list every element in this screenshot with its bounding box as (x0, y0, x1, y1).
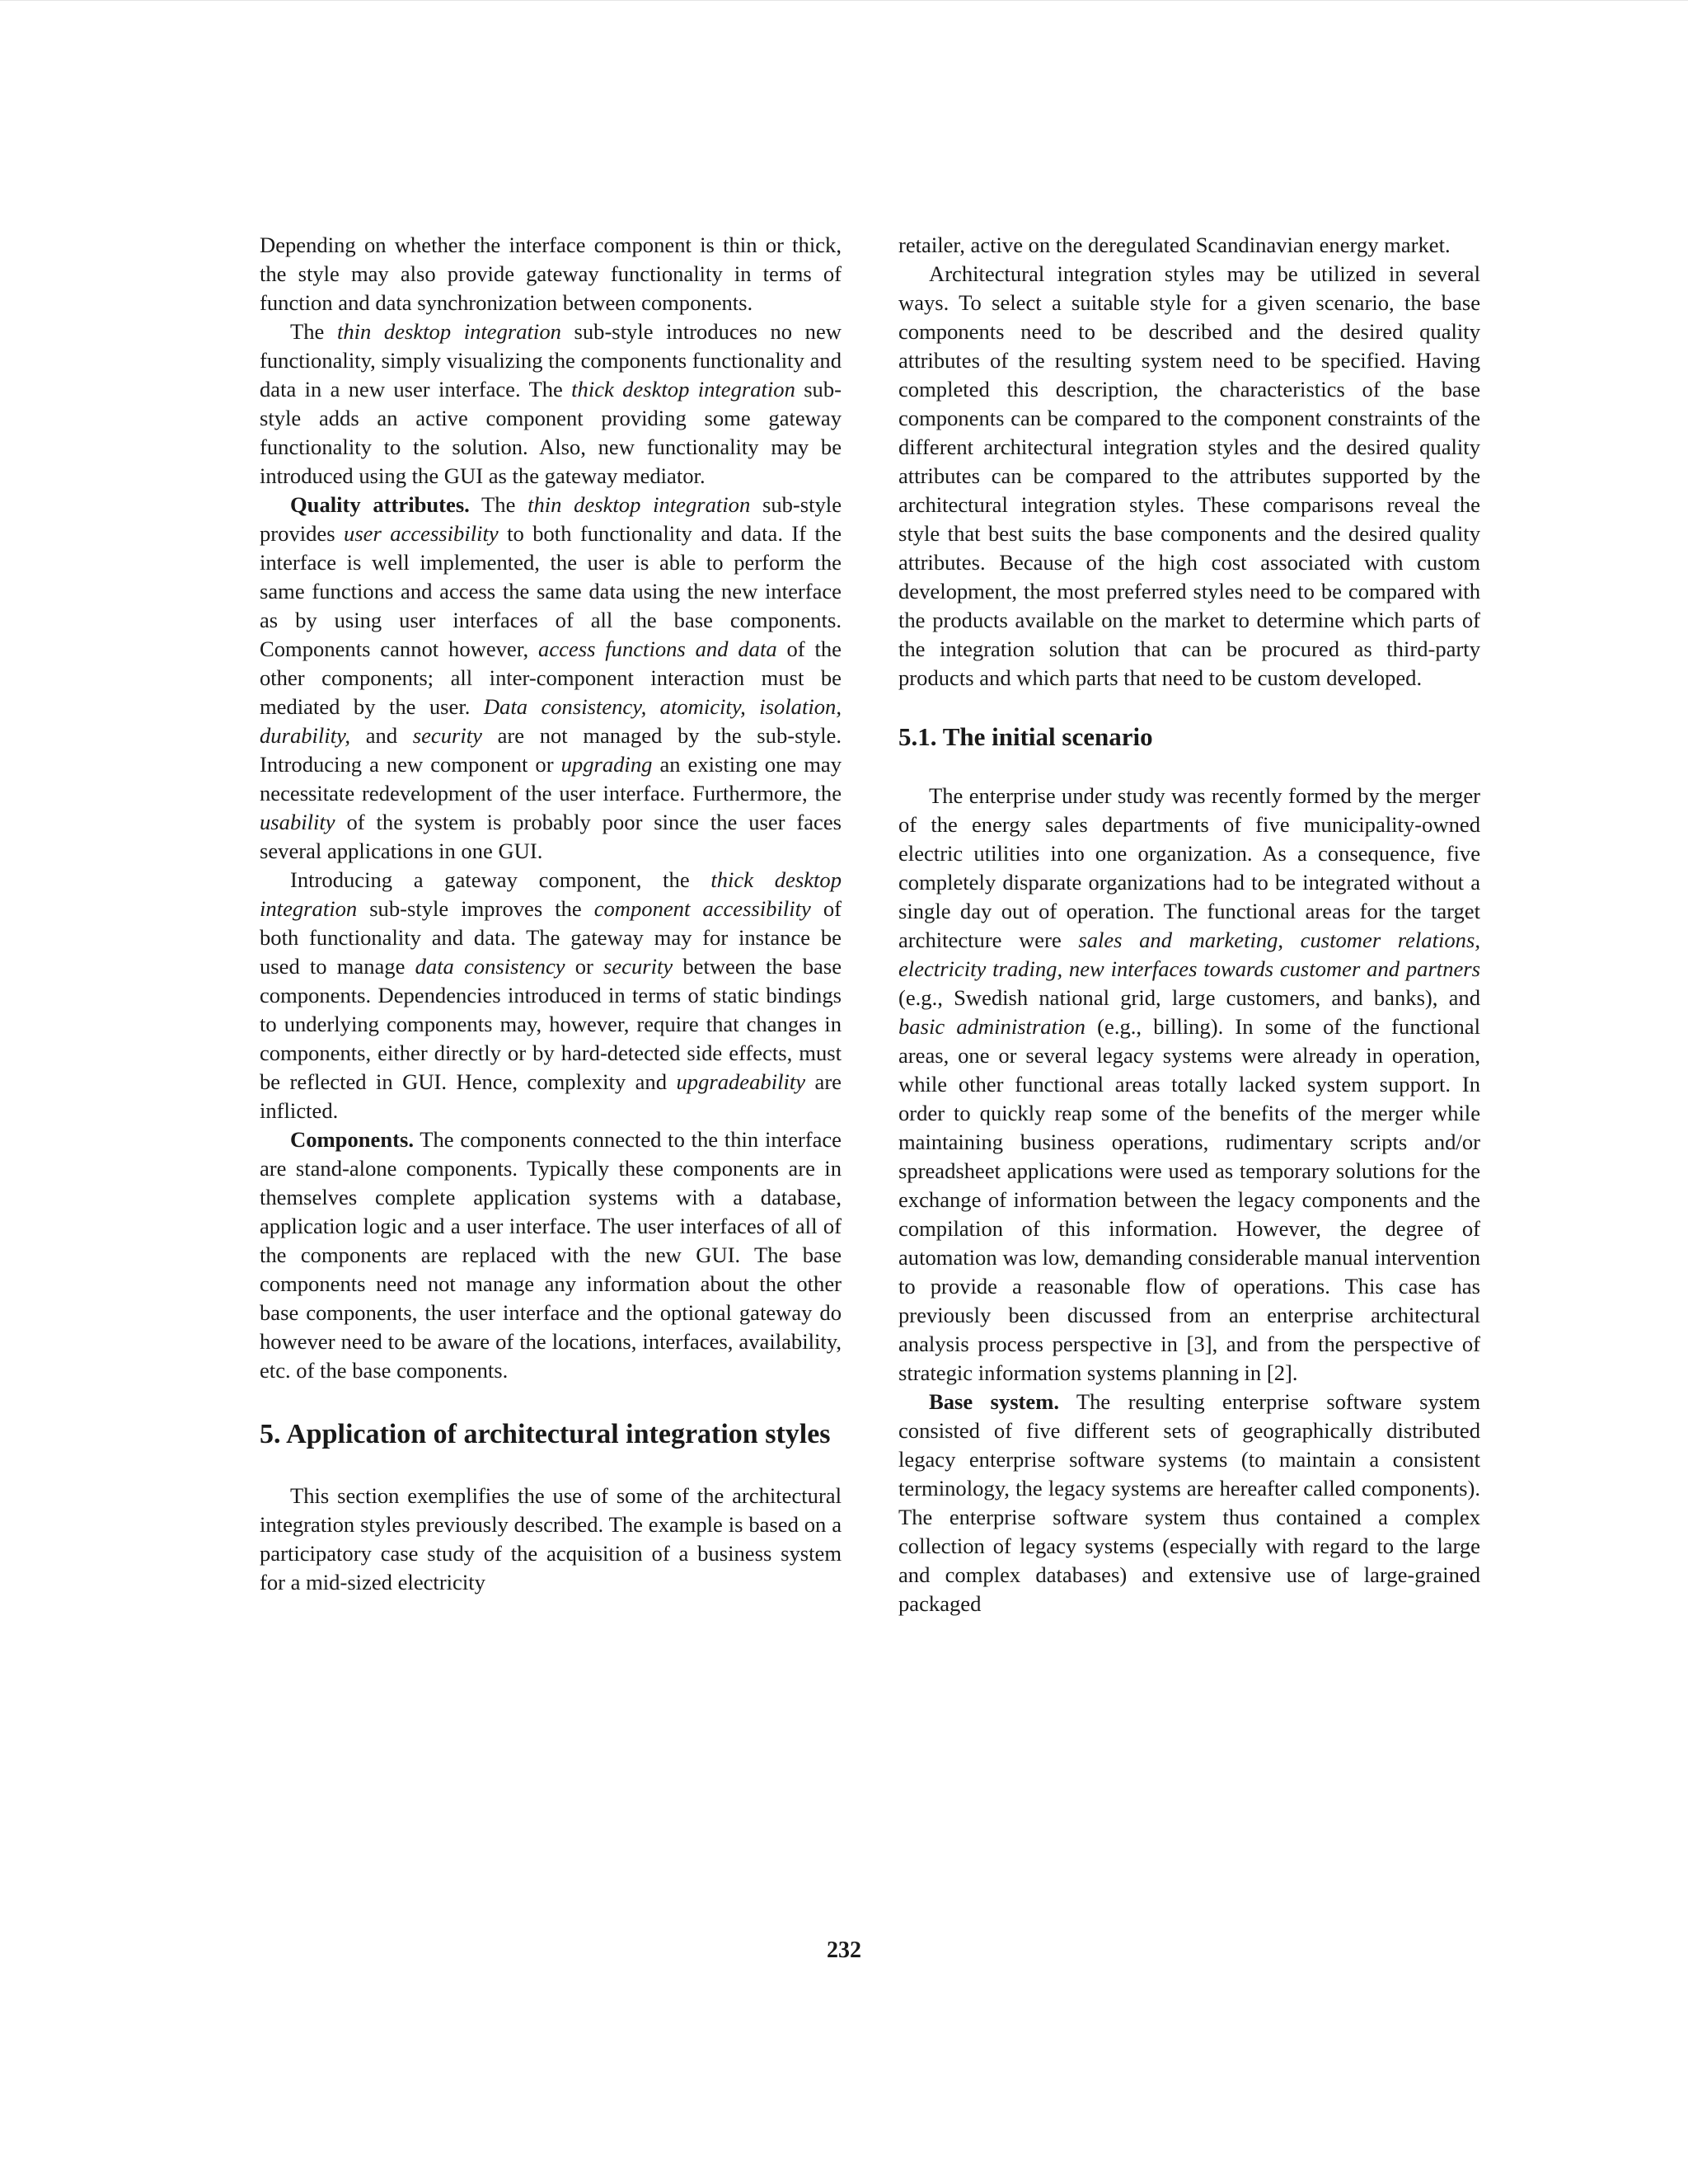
italic-term: upgrading (560, 752, 653, 777)
text-run: are not managed by the sub-style. Introducing a new component or (260, 723, 842, 777)
paragraph (260, 491, 842, 866)
italic-term: security (603, 954, 673, 979)
italic-term: component accessibility (593, 896, 811, 921)
text-run: sub-style provides (260, 492, 842, 546)
italic-term: basic administration (898, 1014, 1085, 1039)
italic-term: thin desktop integration (336, 319, 561, 344)
text-run: of the other components; all inter-component interaction must be mediated by the user. (260, 636, 842, 719)
text-run: The resulting enterprise software system consisted of five different sets of geographically distributed legacy enterprise software systems (to maintain a consistent terminology, the legacy systems are hereafter called components). The enterprise software system thus contained a complex collection of legacy systems (especially with regard to the large and complex databases) and extensive use of large-grained packaged (898, 1389, 1481, 1616)
paragraph: retailer, active on the deregulated Scandinavian energy market. (898, 232, 1451, 257)
italic-term: Data consistency, atomicity, isolation, durability, (260, 694, 842, 748)
italic-term: data consistency (415, 954, 565, 979)
paragraph: This section exemplifies the use of some of the architectural integration styles previously described. The example is based on a participatory case study of the acquisition of a business system for a mid-sized electricity (260, 1483, 842, 1595)
text-run: The components connected to the thin interface are stand-alone components. Typically these components are in themselves complete application systems with a database, application logic and a user interface. The user interfaces of all of the components are replaced with the new GUI. The base components need not manage any information about the other base components, the user interface and the optional gateway do however need to be aware of the locations, interfaces, availability, etc. of the base components. (260, 1127, 842, 1383)
text-run: of the system is probably poor since the user faces several applications in one GUI. (260, 810, 842, 863)
italic-term: sales and marketing, customer relations, electricity trading, new interfaces towards customer and partners (898, 928, 1480, 981)
run-in-heading: Components. (290, 1127, 414, 1152)
italic-term: user accessibility (344, 521, 499, 546)
text-run: to both functionality and data. If the interface is well implemented, the user is able to perform the same functions and access the same data using the new interface as by using user interfaces of all the base components. Components cannot however, (260, 521, 842, 661)
text-run: The (469, 492, 528, 517)
right-column (898, 231, 1480, 1618)
text-run: sub-style improves the (357, 896, 594, 921)
text-run: Introducing a gateway component, the (290, 867, 711, 892)
left-column (260, 231, 842, 1597)
italic-term: usability (260, 810, 335, 834)
run-in-heading: Base system. (929, 1389, 1060, 1414)
paragraph (260, 1125, 842, 1385)
paragraph (260, 317, 842, 491)
text-run: The enterprise under study was recently formed by the merger of the energy sales departments of five municipality-owned electric utilities into one organization. As a consequence, five completely disparate organizations had to be integrated without a single day out of operation. The functional areas for the target architecture were (898, 783, 1480, 952)
paragraph (898, 1388, 1480, 1618)
text-run: between the base components. Dependencies introduced in terms of static bindings to underlying components may, however, require that changes in components, either directly or by hard-detected side effects, must be reflected in GUI. Hence, complexity and (260, 954, 842, 1094)
paragraph (898, 782, 1480, 1388)
text-run: (e.g., Swedish national grid, large customers, and banks), and (898, 985, 1480, 1010)
text-run: (e.g., billing). In some of the functional areas, one or several legacy systems were already in operation, while other functional areas totally lacked system support. In order to quickly reap some of the benefits of the merger while maintaining business operations, rudimentary scripts and/or spreadsheet applications were used as temporary solutions for the exchange of information between the legacy components and the compilation of this information. However, the degree of automation was low, demanding considerable manual intervention to provide a reasonable flow of operations. This case has previously been discussed from an enterprise architectural analysis process perspective in [3], and from the perspective of strategic information systems planning in [2]. (898, 1014, 1480, 1385)
italic-term: thin desktop integration (528, 492, 751, 517)
run-in-heading: Quality attributes. (290, 492, 470, 517)
italic-term: security (412, 723, 482, 748)
italic-term: thick desktop integration (260, 867, 842, 921)
paragraph: Architectural integration styles may be utilized in several ways. To select a suitable style for a given scenario, the base components need to be described and the desired quality attributes of the resulting system need to be specified. Having completed this description, the characteristics of the base components can be compared to the component constraints of the different architectural integration styles and the desired quality attributes can be compared to the attributes supported by the architectural integration styles. These comparisons reveal the style that best suits the base components and the desired quality attributes. Because of the high cost associated with custom development, the most preferred styles need to be compared with the products available on the market to determine which parts of the integration solution that can be procured as third-party products and which parts that need to be custom developed. (898, 261, 1480, 690)
text-run: sub-style introduces no new functionality, simply visualizing the components functionality and data in a new user interface. The (260, 319, 842, 402)
subsection-heading: 5.1. The initial scenario (898, 722, 1153, 751)
text-run: and (350, 723, 413, 748)
paragraph: Depending on whether the interface component is thin or thick, the style may also provide gateway functionality in terms of function and data synchronization between components. (260, 232, 842, 315)
italic-term: thick desktop integration (571, 377, 795, 402)
paragraph (260, 866, 842, 1125)
italic-term: upgradeability (676, 1069, 806, 1094)
text-run: an existing one may necessitate redevelopment of the user interface. Furthermore, the (260, 752, 842, 805)
text-run: are inflicted. (260, 1069, 842, 1123)
page-number: 232 (827, 1937, 861, 1963)
italic-term: access functions and data (538, 636, 777, 661)
section-heading: 5. Application of architectural integration styles (260, 1419, 831, 1449)
text-run: sub-style adds an active component providing some gateway functionality to the solution. Also, new functionality may be introduced using the GUI as the gateway mediator. (260, 377, 842, 488)
text-run: of both functionality and data. The gateway may for instance be used to manage (260, 896, 842, 979)
page-top-edge (0, 0, 1688, 1)
text-run: or (565, 954, 604, 979)
text-run: The (290, 319, 337, 344)
